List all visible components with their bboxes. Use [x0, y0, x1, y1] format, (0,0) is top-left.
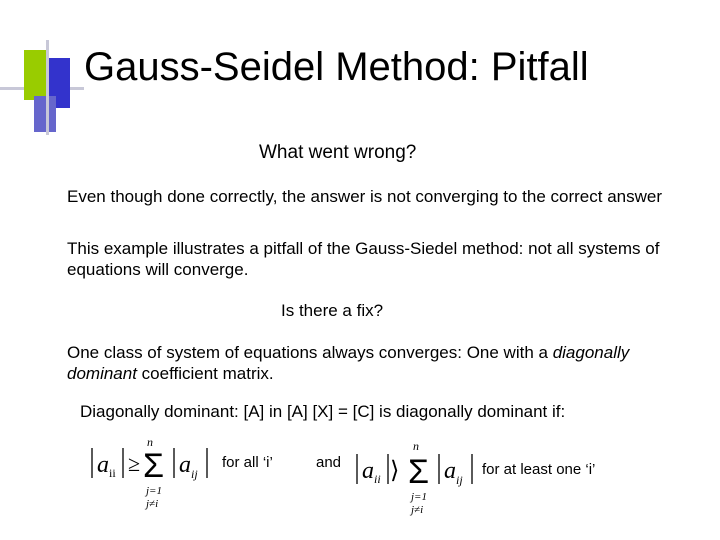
slide-title: Gauss-Seidel Method: Pitfall — [84, 45, 589, 89]
formula-at-least-one-row — [355, 438, 480, 520]
emphasis-diagonally-dominant: diagonally dominant — [67, 343, 630, 383]
formula1-rhs: a — [179, 452, 191, 478]
paragraph-pitfall: This example illustrates a pitfall of the Gauss-Siedel method: not all systems of equations will converge. — [67, 239, 660, 279]
paragraph-diagonally-dominant — [67, 342, 687, 384]
formula2-rhs-subscript: ij — [456, 473, 463, 487]
formula1-lhs: a — [97, 452, 109, 478]
corner-decoration-line-vertical — [46, 40, 49, 135]
formula1-relation: ≥ — [128, 451, 141, 476]
formula1-sigma: Σ — [143, 447, 165, 485]
formula2-upper-limit: n — [413, 439, 419, 453]
question-is-there-a-fix: Is there a fix? — [281, 301, 384, 320]
formula2-lower-exclusion: j≠i — [411, 504, 424, 516]
formula1-rhs-subscript: ij — [191, 467, 198, 481]
question-what-went-wrong: What went wrong? — [259, 142, 417, 163]
formula-all-rows — [90, 436, 215, 516]
formula1-lhs-subscript: ii — [109, 466, 116, 480]
formula2-sigma: Σ — [408, 453, 430, 491]
definition-statement: Diagonally dominant: [A] in [A] [X] = [C] is diagonally dominant if: — [80, 402, 566, 421]
connector-and: and — [316, 454, 342, 471]
formula2-lhs-subscript: ii — [374, 472, 381, 486]
formula1-lower-limit: j=1 — [146, 485, 162, 497]
formula2-lower-limit: j=1 — [411, 491, 427, 503]
corner-decoration-blue-square-lower — [34, 96, 56, 132]
paragraph-text-start: One class of system of equations always converges: One with a — [67, 343, 553, 362]
formula2-rhs: a — [444, 458, 456, 484]
condition-for-all-i: for all ‘i’ — [222, 454, 273, 471]
formula1-upper-limit: n — [147, 435, 153, 449]
formula2-relation: ⟩ — [390, 458, 400, 484]
paragraph-not-converging: Even though done correctly, the answer is not converging to the correct answer — [67, 187, 663, 206]
paragraph-text-end: coefficient matrix. — [136, 364, 274, 383]
condition-for-at-least-one-i: for at least one ‘i’ — [482, 461, 596, 478]
corner-decoration-green-square — [24, 50, 48, 100]
formula2-lhs: a — [362, 458, 374, 484]
formula1-lower-exclusion: j≠i — [146, 498, 159, 510]
